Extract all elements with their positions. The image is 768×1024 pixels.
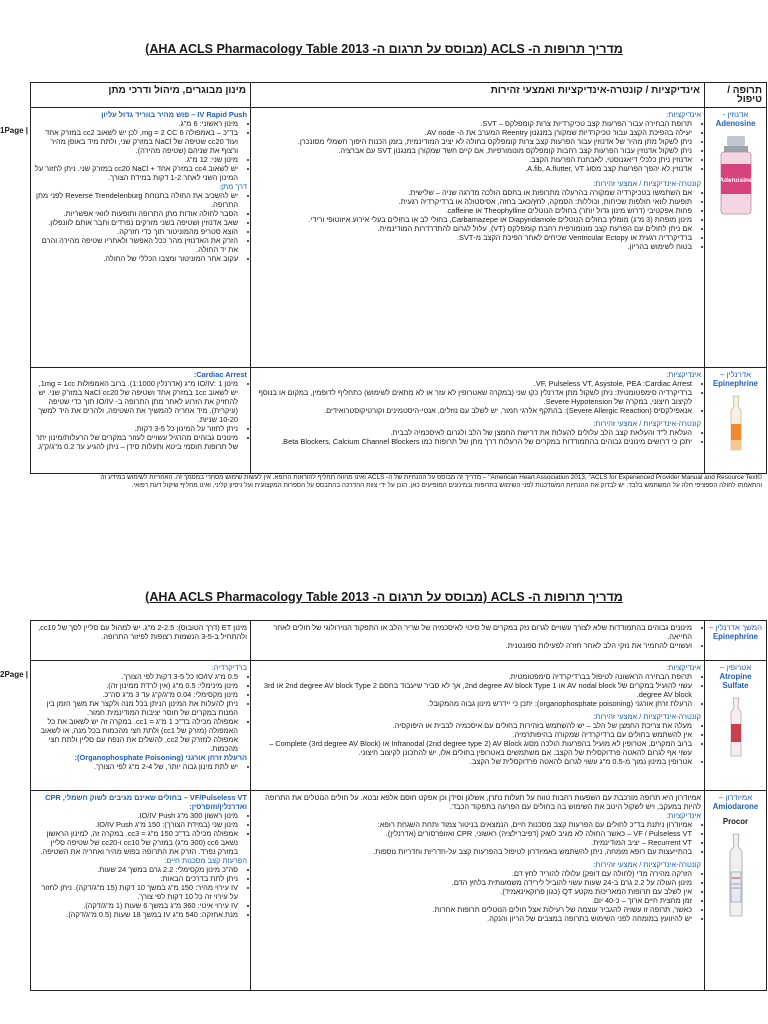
- drug-cell: [705, 108, 767, 368]
- drug-name-english: Atropine: [719, 672, 752, 681]
- drug-name-hebrew: אדרנלין –: [720, 370, 751, 379]
- list-item: • VF / Pulseless VT – כאשר החולה לא מגיב לשוק (דפיברילציה) ראשוני, CPR ואזופרסורים (אדרנלין).: [254, 829, 692, 838]
- contraindications-list: [254, 721, 701, 766]
- list-item: • מינון שני (במידת הצורך): 150 מ"ג IO/IV Push.: [34, 820, 238, 829]
- list-item: • אדנוזין ניתן כלכלי דיאגנוסטי, לאבחנת הפרעות הקצב.: [254, 155, 692, 164]
- list-item: • מינון ראשון 300 מ"ג IO/IV Push.: [34, 811, 238, 820]
- copyright-note: ©American Heart Association 2013, "ACLS for Experienced Provider Manual and Resource Text" – מדריך זה מבוסס על ההנחיות של ה- ACLS ואינו מהווה תחליף להוראות הרופא. אין לעשות שימוש מסחרי במסמך זה. האחריות לשימוש במידע זה והתאמתו לחולה הספציפי חלה על המשתמש בלבד. יש לבדוק את ההנחיות המעודכנות לפני השימוש בתרופות ובמינונים המופיעים כאן. הוכן על ידי צוות ההדרכה בהתבסס על הספרות המקצועית ועל ניסיון קליני, ואינו מחליף שיקול דעת רפואי.: [100, 474, 762, 489]
- indications-cell: [251, 368, 705, 474]
- dosing-list: [34, 672, 247, 753]
- list-item: • תופעות לוואי חולפות שכיחות, וכוללות: הסמקה, לחץ/כאב בחזה, אסיסטולה או ברדיקרדיה רגעית.: [254, 197, 692, 206]
- list-item: • 0.5 מ"ג IO/IV כל 3-5 דקות לפי הצורך.: [34, 672, 238, 681]
- list-item: • סה"כ מינון מקסימלי: 2.2 גרם במשך 24 שעות.: [34, 865, 238, 874]
- dosing-cell: [31, 368, 251, 474]
- amiodarone-ampoule-image: [723, 832, 749, 918]
- list-item: • אדנוזין לא יהפך הפרעות קצב מסוג A.fib, A.flutter, VT.: [254, 164, 692, 173]
- list-item: • כאשר, תרופה זו עשויה להגביר עוצמה של רעילות אצל חולים הנוטלים תרופות אחרות.: [254, 905, 692, 914]
- list-item: • אם השתמשו בטכיקרדיה שמקורה בהרעלה מתרופות או בחסם הולכה מדרגה שניה – שלישית.: [254, 188, 692, 197]
- list-item: • מנת אחזקה: 540 מ"ג IV במשך 18 שעות (0.5 מ"ג/דקה).: [34, 910, 238, 919]
- drug-cell: [705, 661, 767, 791]
- vial-label-text: Adenosine: [718, 177, 753, 184]
- list-item: • אנאפילקסיס (Severe Allergic Reaction): בהתקף אלרגי חמור, יש לשלב עם נוזלים, אנטי-היסטמינים וקורטיקוסטרואידים.: [254, 406, 692, 415]
- list-item: • הסבר לחולה אודות מתן התרופה ותופעות לוואי אפשריות.: [34, 209, 238, 218]
- list-item: • ברדיקרדיה רגעית או Ventricular Ectopy שכיחים לאחר הפיכת הקצב מ-SVT.: [254, 233, 692, 242]
- indications-cell: [251, 661, 705, 791]
- list-item: • תרופת הבחירה הראשונה לטיפול בברדיקרדיה סימפטומטית.: [254, 672, 692, 681]
- drug-cell: [705, 621, 767, 661]
- contraindications-list: [254, 869, 701, 923]
- table-row-epinephrine: [31, 368, 767, 474]
- list-item: • מינון שני: 12 מ"ג.: [34, 155, 238, 164]
- dosing-list: [34, 119, 247, 182]
- page-2: [0, 568, 768, 1024]
- page-number-label: 1Page |: [0, 126, 29, 135]
- list-item: • מינון מקסימלי: 0.04 מ"ג/ק"ג עד 3 מ"ג סה"כ.: [34, 690, 238, 699]
- list-item: • בהתייעצות עם רופא מומחה, ניתן להשתמש באמיודרון לטיפול בהפרעות קצב על-חדריות וחדריות נוספות.: [254, 847, 692, 856]
- section-title: דרך מתן:: [219, 182, 247, 191]
- adenosine-vial-image: [716, 134, 756, 216]
- dosing-cell: [31, 791, 251, 991]
- table-header-row: [31, 83, 767, 108]
- list-item: • ברדיקרדיה סימפטומטית: ניתן לשקול מתן אדרנלין כקו שני (במקרה שאטרופין לא עזר או לא מתאים לשימוש) כתחליף לדופמין, במקום או בנוסף לקיצוב חיצוני, במקרה של Severe Hypotension.: [254, 388, 692, 406]
- epinephrine-ampoule-image: [724, 394, 748, 452]
- section-title: קונטרה-אינדיקציות / אמצעי זהירות:: [593, 419, 701, 428]
- list-item: • ניתן לשקול מתן מהיר של אדנוזין עבור הפרעות קצב צרות קומפלקס בחולה לא יציב המודינמית, בזמן הכנות היפוך חשמלי מסונכרן.: [254, 137, 692, 146]
- list-item: • ניתן להעלות את המינון הניתן בכל מנה ולקצר את משך הזמן בין המנות במקרים של חוסר יציבות המודינמית חמור.: [34, 699, 238, 717]
- table-row-adenosine: [31, 108, 767, 368]
- list-item: • אין להשתמש בחולים עם ברדיקרדיה שמקורה בהיפותרמיה.: [254, 730, 692, 739]
- dosing-list: [34, 379, 247, 451]
- page-number-label: 2Page |: [0, 670, 29, 679]
- list-item: • תרופת הבחירה עבור הפרעות קצב טכיקרדיות צרות קומפלקס – SVT.: [254, 119, 692, 128]
- list-item: • מינון מופחת (3 מ"ג) מומלץ בחולים הנוטלים Diapyridamole או Carbamazepe, בחולי לב או בחולים בעלי אירוע איזוטופי ורידי.: [254, 215, 692, 224]
- list-item: • ניתן לשקול אדנוזין עבור הפרעות קצב רחבות קומפלקס מונומורפיות, אם קיים חשד שמקורן במנגנון SVT עם אברציה.: [254, 146, 692, 155]
- list-item: • בד"כ – באמפולה 6 mg = 2 CC, לכן יש לשאוב cc2 במזרק אחד ועוד cc20 שטיפה של NaCl במזרק שני, ולתת מיד באופן מהיר ורצוף את שניהם (שטיפה מהירה).: [34, 128, 238, 155]
- list-item: • מינון ראשוני: 6 מ"ג.: [34, 119, 238, 128]
- indications-list: [254, 119, 701, 173]
- list-item: • ועשויים להחמיר את נזקי הלב לאחר חזרה לפעילות ספונטנית.: [254, 641, 692, 650]
- list-item: • Recurrent VT – יציב המודינמית.: [254, 838, 692, 847]
- section-title: ברדיקרדיה:: [211, 663, 247, 672]
- list-item: • העלאת ל"ד והעלאת קצב הלב עלולים להעלות את דרישת החמצן של הלב ולגרום לאיסכמיה לבבית.: [254, 428, 692, 437]
- section-title: IV Rapid Push – פוש מהיר בווריד גדול עליון: [101, 110, 247, 119]
- drug-name-hebrew: אטרופין –: [719, 663, 752, 672]
- list-item: • מינון IO/IV: 1 מ"ג (אדרנלין 1:1000). ברוב האמפולות 1mg = 1cc, יש לשאוב 1cc במזרק אחד ושטיפה של NaCl cc20 במזרק שני. יש להחזיק את הזרוע לאחר מתן התרופה ב- IO/IV תוך כדי שטיפה (עיקרית). מיד אחריה להמשיך את השטיפה, ולהרים את היד למשך 10-20 שניות.: [34, 379, 238, 424]
- list-item: • הרעלת זרחן אורגני (organophosphate poisoning): יתכן כי יידרש מינון גבוה מהמקובל.: [254, 699, 692, 708]
- section-title: קונטרה-אינדיקציות / אמצעי זהירות:: [593, 860, 701, 869]
- dosing-list-2: [34, 865, 247, 919]
- drug-cell: [705, 791, 767, 991]
- list-item: • אם ניתן לחולים עם הפרעת קצב מונומורפית רחבת קומפלקס (VT), עלול לגרום להתדרדרות המודינמית.: [254, 224, 692, 233]
- section-title: קונטרה-אינדיקציות / אמצעי זהירות:: [593, 179, 701, 188]
- indications-list: [254, 672, 701, 708]
- drug-name-english: Epinephrine: [712, 632, 759, 641]
- list-item: • אטרופין במינון נמוך מ-0.5 מ"ג עשוי לגרום להאטה פרדוקסלית של הקצב.: [254, 757, 692, 766]
- contraindications-list: [254, 188, 701, 251]
- indications-list: [254, 820, 701, 856]
- list-item: • IV עירוי מהיר: 150 מ"ג במשך 10 דקות (15 מ"ג/דקה). ניתן לחזור על עירוי זה כל 10 דקות לפי צורך.: [34, 883, 238, 901]
- list-item: • יש להיוועץ במומחה לפני השימוש בתרופה במצבים של הריון והנקה.: [254, 914, 692, 923]
- list-item: • יעילה בהפיכת הקצב עבור טכיקרדיות שמקורן במנגנון Reentry המערב את ה- AV node.: [254, 128, 692, 137]
- drug-cell: [705, 368, 767, 474]
- list-item: • ברוב המקרים, אטרופין לא מועיל בהפרעות הולכה מסוג Infranodal (2nd degree type 2) AV Block או Complete (3rd degree AV Block) – עשוי אף לגרום להאטה פרדוקסלית של הקצב. אם משתמשים באטרופין בחולים אלו, יש להתכונן לקיצוב חיצוני.: [254, 739, 692, 757]
- list-item: • בטוח לשימוש בהריון.: [254, 242, 692, 251]
- list-item: • יש לתת מינון גבוה יותר, של 2-4 מ"ג לפי הצורך.: [34, 762, 238, 771]
- dosing-cell: [31, 108, 251, 368]
- list-item: • הזרק את האדנוזין מהר ככל האפשר ולאחריו שטיפה מהירה והרם את יד החולה.: [34, 236, 238, 254]
- indications-cell: [251, 791, 705, 991]
- list-item: • אמפולה מכילה בד"כ 1 מ"ג = cc1. במקרה זה יש לשאוב את כל האמפולה (מזרק של cc1) ולתת חצי מהכמות בכל מנה, או לשאוב אמפולה למזרק של cc2, להשלים את הנפח עם סליין ולתת חצי מהכמות.: [34, 717, 238, 753]
- contraindications-list: [254, 623, 701, 650]
- list-item: • עשוי להועיל במקרים של AV nodal block או 2nd degree AV block Type 1, אך לא סביר שיעבוד בחסם 2nd degree AV block Type 2 או 3rd degree AV block.: [254, 681, 692, 699]
- dosing-cell: [31, 621, 251, 661]
- drug-name-english-2: Sulfate: [722, 681, 749, 690]
- header-drug: תרופה / טיפול: [705, 83, 767, 108]
- section-title: קונטרה-אינדיקציות / אמצעי זהירות:: [593, 712, 701, 721]
- dosing-cell: [31, 661, 251, 791]
- list-item: • מינון מינימלי: 0.5 מ"ג (אין לרדת ממינון זה).: [34, 681, 238, 690]
- list-item: • מינונים גבוהים מהרגיל עשויים לעזור במקרים של הרעלות/מינון יתר של תרופות חוסמי ביטא ותעלות סידן – ניתן להגיע עד 0.2 מ"ג/ק"ג.: [34, 433, 238, 451]
- drug-brand-name: Procor: [722, 817, 749, 826]
- table-row-epinephrine-continued: [31, 621, 767, 661]
- list-item: • פחות אפקטיבי (דרוש מינון גדול יותר) בחולים הנוטלים Theophylline או caffeine.: [254, 206, 692, 215]
- indications-cell: [251, 108, 705, 368]
- section-title: הפרעות קצב מסכנות חיים:: [164, 856, 247, 865]
- header-indications: אינדיקציות / קונטרה-אינדיקציות ואמצעי זהירות: [251, 83, 705, 108]
- list-item: • יש להשכיב את החולה בתנוחת Reverse Trendelenburg לפני מתן התרופה.: [34, 191, 238, 209]
- list-item: • עקוב אחר המוניטור ומצבו הכללי של החולה.: [34, 254, 238, 263]
- administration-list: [34, 191, 247, 263]
- list-item: • זמן מחצית חיים ארוך – כ-40 יום.: [254, 896, 692, 905]
- section-title: הרעלת זרחן אורגני (Organophosphate Poisoning):: [74, 753, 247, 762]
- list-item: • יש לשאוב cc4 במזרק אחד + cc20 NaCl במזרק שני. ניתן לחזור על המינון השני לאחר 1-2 דקות במידת הצורך.: [34, 164, 238, 182]
- intro-text: אמיודרון היא תרופה מורכבת עם השפעות רחבות טווח על תעלות נתרן, אשלגן וסידן וכן אפקט חוסם אלפא ובטא. על חולים הנוטלים את התרופה להיות במעקב, ויש לשקול היטב את השימוש בה בחולים עם הפרעה בתפקוד הכבד.: [265, 793, 701, 811]
- list-item: • מינון העולה על 2.2 גרם ב-24 שעות עשוי להוביל לירידה משמעותית בלחץ הדם.: [254, 878, 692, 887]
- drug-name-hebrew: אמיודרון –: [718, 793, 753, 802]
- dosing-text: מינון ET (דרך הטובוס): 2-2.5 מ"ג. יש למהול עם סליין לסך של cc10, ולהתחיל ב-3-5 הנשמות רצופות לפיזור התרופה.: [38, 623, 247, 641]
- indications-list: [254, 379, 701, 415]
- section-title: Cardiac Arrest:: [193, 370, 247, 379]
- section-title: אינדיקציות:: [666, 811, 701, 820]
- drug-name-hebrew: אדנוזין -: [722, 110, 749, 119]
- page-title: מדריך תרופות ה- ACLS (מבוסס על תרגום ה- 2013 AHA ACLS Pharmacology Table): [145, 42, 623, 56]
- pharmacology-table: [30, 620, 767, 991]
- dosing-list: [34, 811, 247, 856]
- section-title: אינדיקציות:: [666, 370, 701, 379]
- drug-name-english: Epinephrine: [712, 379, 759, 388]
- section-title: אינדיקציות:: [666, 110, 701, 119]
- list-item: • אמיודרון ניתנת בד"כ לחולים עם הפרעות קצב מסכנות חיים, הנמצאים בניטור צמוד ותחת השגחת רופא:: [254, 820, 692, 829]
- list-item: • מעלה את צריכת החמצן של הלב – יש להשתמש בזהירות בחולים עם איסכמיה לבבית או היפוקסיה.: [254, 721, 692, 730]
- dosing-list-2: [34, 762, 247, 771]
- drug-name-hebrew: המשך אדרנלין –: [708, 623, 763, 632]
- list-item: • IV עירוי איטי: 360 מ"ג במשך 6 שעות (1 מ"ג/דקה).: [34, 901, 238, 910]
- list-item: • הזרקה מהירה מדי (לחולה עם דופק) עלולה להוריד לחץ דם.: [254, 869, 692, 878]
- pharmacology-table: [30, 82, 767, 474]
- table-row-atropine: [31, 661, 767, 791]
- indications-cell: [251, 621, 705, 661]
- list-item: • הוצא סטריפ מהמוניטור תוך כדי חזרקה.: [34, 227, 238, 236]
- section-title: VF/Pulseless VT – בחולים שאינם מגיבים לשוק חשמלי, CPR ואדרנלין/וזופרסין:: [45, 793, 247, 811]
- list-item: • יתכן כי דרושים מינונים גבוהים בהתמודדות במקרים של הרעלות דרך מתן של תרופות כמו Beta Blockers, Calcium Channel Blockers.: [254, 437, 692, 446]
- list-item: • ניתן לחזור על המינון כל 3-5 דקות.: [34, 424, 238, 433]
- list-item: • מינונים גבוהים בהתמודדות שלא לצורך עשויים לגרום נזק במקרים של סיכוי לאיסכמיה של שריר הלב או התפקוד הנוירולוגי של חולים לאחר החייאה.: [254, 623, 692, 641]
- list-item: • VF, Pulseless VT, Asystole, PEA :Cardiac Arrest.: [254, 379, 692, 388]
- drug-name-english: Amiodarone: [712, 802, 759, 811]
- section-title: אינדיקציות:: [666, 663, 701, 672]
- list-item: • אין לשלב עם תרופות המאריכות מקטע QT (כגון פרוקאינאמיד).: [254, 887, 692, 896]
- page-title: מדריך תרופות ה- ACLS (מבוסס על תרגום ה- 2013 AHA ACLS Pharmacology Table): [145, 590, 623, 604]
- drug-name-english: Adenosine: [715, 119, 756, 128]
- list-item: • שאב אדנוזין ושטיפה בשני מזרקים נפרדים וחבר אותם לוונפלון.: [34, 218, 238, 227]
- atropine-ampoule-image: [724, 696, 748, 758]
- contraindications-list: [254, 428, 701, 446]
- table-row-amiodarone: [31, 791, 767, 991]
- header-dosing: מינון מבוגרים, מיהול ודרכי מתן: [31, 83, 251, 108]
- list-item: • אמפולה מכילה בד"כ 150 מ"ג = cc3. במקרה זה, למינון הראשון נשאב cc6 (300 מ"ג) במזרק של cc10 ו-cc20 של שטיפה סליין במזרק נפרד. הזרק את התרופה בפוש מהיר ואחריה את השטיפה.: [34, 829, 238, 856]
- list-item: • ניתן לתת בדרכים הבאות:: [34, 874, 238, 883]
